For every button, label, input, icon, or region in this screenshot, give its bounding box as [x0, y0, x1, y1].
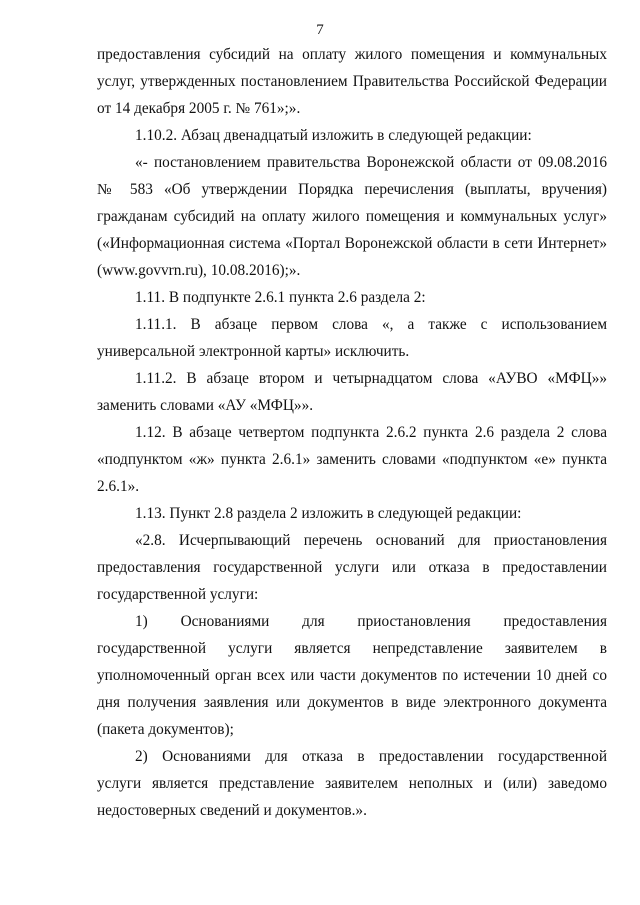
text-line: услуг, утвержденных постановлением Правительства Российской Федерации [97, 73, 607, 90]
text-line: (пакета документов); [97, 721, 234, 738]
text-line: от 14 декабря 2005 г. № 761»;». [97, 100, 301, 117]
text-line: «подпунктом «ж» пункта 2.6.1» заменить словами «подпунктом «е» пункта [97, 451, 607, 468]
text-line: услуги является представление заявителем неполных и (или) заведомо [97, 775, 607, 792]
text-line: № 583 «Об утверждении Порядка перечисления (выплаты, вручения) [97, 181, 607, 198]
text-line: дня получения заявления или документов в виде электронного документа [97, 694, 607, 711]
text-line: «2.8. Исчерпывающий перечень оснований для приостановления [135, 532, 607, 549]
page-number: 7 [316, 22, 324, 38]
text-line: 2) Основаниями для отказа в предоставлении государственной [135, 748, 607, 765]
text-line: уполномоченный орган всех или части документов по истечении 10 дней со [97, 667, 607, 684]
text-line: универсальной электронной карты» исключить. [97, 343, 410, 360]
text-line: (www.govvrn.ru), 10.08.2016);». [97, 262, 301, 279]
text-line: «- постановлением правительства Воронежской области от 09.08.2016 [135, 154, 607, 171]
text-line: 1.11.1. В абзаце первом слова «, а также с использованием [135, 316, 607, 333]
text-line: 1.10.2. Абзац двенадцатый изложить в следующей редакции: [135, 127, 532, 144]
text-line: гражданам субсидий на оплату жилого помещения и коммунальных услуг» [97, 208, 607, 225]
text-line: предоставления государственной услуги или отказа в предоставлении [97, 559, 607, 576]
text-line: («Информационная система «Портал Воронежской области в сети Интернет» [97, 235, 607, 252]
text-line: 2.6.1». [97, 478, 140, 495]
text-line: государственной услуги: [97, 586, 259, 603]
text-line: заменить словами «АУ «МФЦ»». [97, 397, 314, 414]
text-line: недостоверных сведений и документов.». [97, 802, 367, 819]
text-line: 1.12. В абзаце четвертом подпункта 2.6.2 пункта 2.6 раздела 2 слова [135, 424, 607, 441]
text-line: предоставления субсидий на оплату жилого помещения и коммунальных [97, 46, 607, 63]
text-line: 1.11.2. В абзаце втором и четырнадцатом слова «АУВО «МФЦ»» [135, 370, 607, 387]
text-line: 1.13. Пункт 2.8 раздела 2 изложить в следующей редакции: [135, 505, 522, 522]
text-line: 1.11. В подпункте 2.6.1 пункта 2.6 раздела 2: [135, 289, 426, 306]
text-line: государственной услуги является непредставление заявителем в [97, 640, 607, 657]
text-line: 1) Основаниями для приостановления предоставления [135, 613, 607, 630]
